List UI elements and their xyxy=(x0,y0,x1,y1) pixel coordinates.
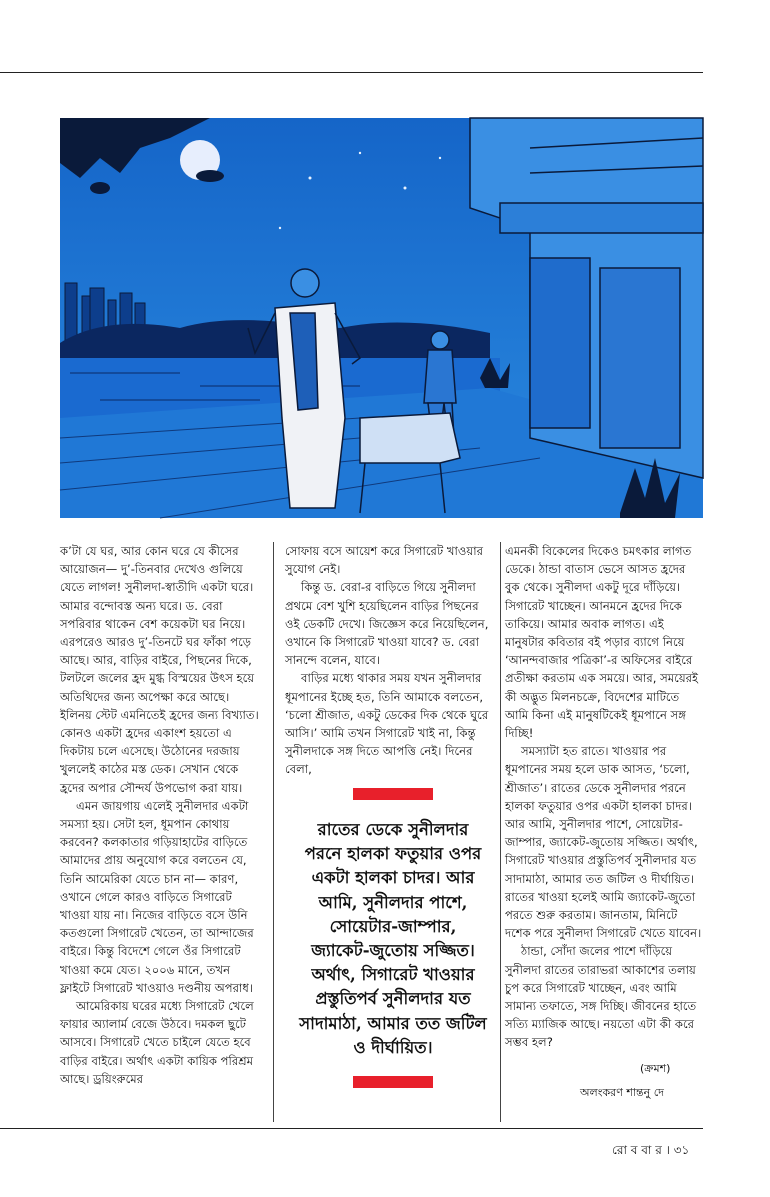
top-rule xyxy=(0,72,703,73)
pull-quote-bottom-bar xyxy=(353,1076,433,1088)
page-folio: রো ব বা র । ৩১ xyxy=(612,1143,690,1157)
article-column-3 xyxy=(505,542,703,1122)
illustration-night-deck xyxy=(60,118,703,518)
pull-quote xyxy=(298,788,488,1088)
column-divider xyxy=(273,542,274,1122)
paragraph: বাড়ির মধ্যে থাকার সময় যখন সুনীলদার ধূমপানের ইচ্ছে হত, তিনি আমাকে বলতেন, ‘চলো শ্রীজাত, একটু ডেকের দিক থেকে ঘুরে আসি।’ আমি তখন সিগারেট খাই না, কিন্তু সুনীলদাকে সঙ্গ দিতে আপত্তি নেই। দিনের বেলা, xyxy=(285,671,489,777)
article-column-1 xyxy=(60,542,260,1122)
paragraph: ঠান্ডা, সোঁদা জলের পাশে দাঁড়িয়ে সুনীলদা রাতের তারাভরা আকাশের তলায় চুপ করে সিগারেট খাচ্ছেন, এবং আমি সামান্য তফাতে, সঙ্গ দিচ্ছি। জীবনের হাতে সত্যি ম্যাজিক আছে। নয়তো এটা কী করে সম্ভব হল? xyxy=(505,944,697,1050)
bottom-rule xyxy=(0,1128,703,1129)
paragraph: সমস্যাটা হত রাতে। খাওয়ার পর ধূমপানের সময় হলে ডাক আসত, ‘চলো, শ্রীজাত’। রাতের ডেকে সুনীলদার পরনে হালকা ফতুয়ার ওপর একটা হালকা চাদর। আর আমি, সুনীলদার পাশে, সোয়েটার-জাম্পার, জ্যাকেট-জুতোয় সজ্জিত। অর্থাৎ, সিগারেট খাওয়ার প্রস্তুতিপর্ব সুনীলদার যত সাদামাঠা, আমার তত জটিল ও দীর্ঘায়িত। রাতের খাওয়া হলেই আমি জ্যাকেট-জুতো পরতে শুরু করতাম। জানতাম, মিনিটে দশেক পরে সুনীলদা সিগারেট খেতে যাবেন। xyxy=(505,744,702,941)
column-divider xyxy=(500,542,501,1122)
article-column-2 xyxy=(285,542,495,777)
illustration-credit: অলংকরণ শান্তনু দে xyxy=(580,1086,664,1099)
pull-quote-text: রাতের ডেকে সুনীলদার পরনে হালকা ফতুয়ার ওপর একটা হালকা চাদর। আর আমি, সুনীলদার পাশে, সোয়েটার-জাম্পার, জ্যাকেট-জুতোয় সজ্জিত। অর্থাৎ, সিগারেট খাওয়ার প্রস্তুতিপর্ব সুনীলদার যত সাদামাঠা, আমার তত জটিল ও দীর্ঘায়িত। xyxy=(299,820,487,1057)
paragraph: ক’টা যে ঘর, আর কোন ঘরে যে কীসের আয়োজন— দু’-তিনবার দেখেও গুলিয়ে যেতে লাগল! সুনীলদা-স্বাতীদি একটা ঘরে। আমার বন্দোবস্ত অন্য ঘরে। ড. বেরা সপরিবার থাকেন বেশ কয়েকটা ঘর নিয়ে। এরপরেও আরও দু’-তিনটে ঘর ফাঁকা পড়ে আছে। আর, বাড়ির বাইরে, পিছনের দিকে, টলটলে জলের হ্রদ মুগ্ধ বিস্ময়ের উৎস হয়ে অতিথিদের জন্য অপেক্ষা করে আছে। ইলিনয় স্টেট এমনিতেই হ্রদের জন্য বিখ্যাত। কোনও একটা হ্রদের একাংশ হয়তো এ দিকটায় চলে এসেছে। উঠোনের দরজায় খুললেই কাঠের মস্ত ডেক। সেখান থেকে হ্রদের অপার সৌন্দর্য উপভোগ করা যায়। xyxy=(60,544,259,795)
pull-quote-top-bar xyxy=(353,788,433,800)
paragraph: এমন জায়গায় এলেই সুনীলদার একটা সমস্যা হয়। সেটা হল, ধূমপান কোথায় করবেন? কলকাতার গড়িয়াহাটের বাড়িতে আমাদের প্রায় অনুযোগ করে বলতেন যে, তিনি আমেরিকা যেতে চান না— কারণ, ওখানে গেলে কারও বাড়িতে সিগারেট খাওয়া যায় না। নিজের বাড়িতে বসে উনি কতগুলো সিগারেট খেতেন, তা আন্দাজের বাইরে। কিন্তু বিদেশে গেলে ওঁর সিগারেট খাওয়া কমে যেত। ২০০৬ মানে, তখন ফ্লাইটে সিগারেট খাওয়াও দণ্ডনীয় অপরাধ। xyxy=(60,798,254,995)
paragraph: আমেরিকায় ঘরের মধ্যে সিগারেট খেলে ফায়ার অ্যালার্ম বেজে উঠবে। দমকল ছুটে আসবে। সিগারেট খেতে চাইলে যেতে হবে বাড়ির বাইরে। অর্থাৎ একটা কায়িক পরিশ্রম আছে। ড্রয়িংরুমের xyxy=(60,999,254,1086)
paragraph: সোফায় বসে আয়েশ করে সিগারেট খাওয়ার সুযোগ নেই। xyxy=(285,544,483,577)
continued-label: (ক্রমশ) xyxy=(640,1062,671,1075)
paragraph: এমনকী বিকেলের দিকেও চমৎকার লাগত ডেকে। ঠান্ডা বাতাস ভেসে আসত হ্রদের বুক থেকে। সুনীলদা একটু দূরে দাঁড়িয়ে। সিগারেট খাচ্ছেন। আনমনে হ্রদের দিকে তাকিয়ে। আমার অবাক লাগত। এই মানুষটার কবিতার বই পড়ার ব্যাগে নিয়ে ‘আনন্দবাজার পত্রিকা’-র অফিসের বাইরে প্রতীক্ষা করতাম এক সময়ে। আর, সময়েরই কী অদ্ভুত মিলনচক্রে, বিদেশের মাটিতে আমি কিনা এই মানুষটিকেই ধূমপানে সঙ্গ দিচ্ছি! xyxy=(505,544,699,741)
paragraph: কিন্তু ড. বেরা-র বাড়িতে গিয়ে সুনীলদা প্রথমে বেশ খুশি হয়েছিলেন বাড়ির পিছনের ওই ডেকটি দেখে। জিজ্ঞেস করে নিয়েছিলেন, ওখানে কি সিগারেট খাওয়া যাবে? ড. বেরা সানন্দে বলেন, যাবে। xyxy=(285,580,489,668)
